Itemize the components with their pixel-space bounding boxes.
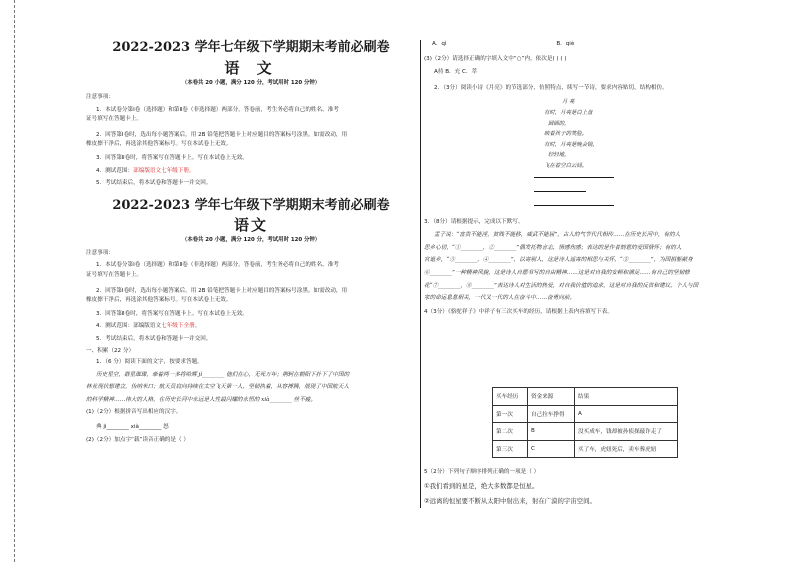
notice-item: 5．考试结束后，将本试卷和答题卡一并交回。 bbox=[96, 180, 212, 187]
scope-value: 七年级下全册 bbox=[161, 323, 195, 330]
exam-title-1: 2022-2023 学年七年级下学期期末考前必刷卷 bbox=[112, 40, 390, 55]
question-1-1: (1)（2分）根据拼音写出相应的汉字。 bbox=[86, 409, 182, 416]
table-cell: 第二次 bbox=[493, 423, 528, 441]
subject-title-2: 语文 bbox=[233, 215, 268, 234]
notice-heading-2: 注意事项： bbox=[86, 249, 114, 256]
question-1-2: (2)（2分）加点字“载”读音正确的是（ ） bbox=[86, 436, 189, 443]
scope-end: 。 bbox=[194, 323, 201, 330]
table-cell: C bbox=[528, 440, 575, 458]
question-1: 1．（6 分）阅读下面的文字，按要求答题。 bbox=[96, 359, 203, 366]
question-5-sentence: ②远离的恒星要不断从太阳中射出来，射在广漠的宇宙空间。 bbox=[424, 497, 596, 505]
notice-item bbox=[86, 167, 416, 177]
notice-heading-1: 注意事项： bbox=[86, 94, 114, 100]
notice-item-cont: 橡皮擦干净后，再选涂其他答案标号。写在本试卷上无效。 bbox=[86, 297, 232, 304]
table-row bbox=[493, 440, 678, 458]
poem-block bbox=[544, 97, 774, 213]
question-5: 5（2分）下列句子顺序排列正确的一项是（ ） bbox=[424, 469, 540, 475]
table-row bbox=[493, 388, 678, 406]
question-3-text: 孟子说：“富贵不能淫，贫贱不能移，威武不能屈”，古人的气节代代相传……在历史长河中，有的人 bbox=[434, 232, 681, 239]
notice-item: 1．本试卷分第Ⅰ卷（选择题）和第Ⅱ卷（非选择题）两部分。答卷前，考生务必将自己的姓名、准考 bbox=[96, 106, 339, 113]
question-1-passage: 林业现状想建立，伪纳米口；航天员肩向持续在太空飞天第一人，坚韧执着，从容搏腾，展现了中国航天人 bbox=[86, 384, 349, 391]
notice-item: 5．考试结束后，将本试卷和答题卡一并交回。 bbox=[96, 335, 212, 342]
question-1-passage: 历史星空，群星璀璨，牵着两一多将哈辉 jì________ 他们在心，无死万年；荆轲在朝阳下扑下了中国的 bbox=[96, 371, 350, 378]
table-row bbox=[493, 405, 678, 423]
question-3: 3．（8分）请根据提示，完成以下默写。 bbox=[424, 218, 524, 225]
poem-line: 有时，月亮是晚会镜， bbox=[544, 141, 598, 148]
subject-title-1: 语 文 bbox=[224, 59, 278, 77]
poem-line: 轻轻地， bbox=[548, 152, 570, 159]
scope-value: 部编版语文七年级下册。 bbox=[133, 167, 195, 174]
answer-line bbox=[544, 186, 774, 200]
poem-line: 映着孩子的笑脸。 bbox=[544, 131, 588, 138]
poem-line: 圆圆的， bbox=[548, 120, 570, 127]
table-cell: A bbox=[575, 405, 678, 423]
scope-label: 4．测试范围： bbox=[96, 167, 134, 174]
question-1-passage: 的科学精神……伟大的人格，在历史长河中永远是人性最闪耀的永恒的 xià________ 丝不疲。 bbox=[86, 396, 316, 403]
answer-line bbox=[544, 172, 774, 186]
table-cell: 第一次 bbox=[493, 405, 528, 423]
notice-item-cont: 橡皮擦干净后，再选涂其他答案标号。写在本试卷上无效。 bbox=[86, 141, 232, 148]
question-3-text: ⑥________”一种精神风貌，这是诗人自愿书写的自由精神……这是对自我的安顿和满足……有自己的坚韧修 bbox=[424, 269, 690, 276]
left-column bbox=[86, 40, 416, 445]
poem-title: 月 亮 bbox=[562, 99, 575, 106]
table-cell: 自己拉车挣得 bbox=[528, 405, 575, 423]
notice-item: 2．回答第Ⅰ卷时，选出每小题答案后，用 2B 铅笔把答题卡上对应题目的答案标号涂黑。如需改动，用 bbox=[96, 131, 348, 138]
table-cell: B bbox=[528, 423, 575, 441]
column-divider bbox=[420, 40, 421, 508]
question-3-text: 思乡心切，“①________，②________”偶发托物言志，情感伤感；表达的是作者刻意的爱国情怀；有的人 bbox=[424, 244, 682, 251]
question-3-text: 花“⑦________，⑧________”表达诗人对生活的热爱，对自我价值的追求，这是对自我的反省和建议。个人与国 bbox=[424, 282, 699, 289]
scope-label: 4．测试范围：部编版语文 bbox=[96, 323, 162, 330]
exam-info-1: （本卷共 20 小题，满分 120 分，考试用时 120 分钟） bbox=[181, 80, 321, 86]
notice-item-cont: 证号填写在答题卡上。 bbox=[86, 271, 142, 278]
question-2: 2．（3分）阅读小诗《月亮》的节选部分，仿照特点，续写一节诗，要求内容贴切，结构相仿。 bbox=[434, 84, 668, 91]
option-a: A．qì bbox=[432, 41, 447, 47]
table-cell: 没买成车，钱却被孙侦探敲诈走了 bbox=[575, 423, 678, 441]
exam-title-2: 2022-2023 学年七年级下学期期末考前必刷卷 bbox=[112, 197, 390, 213]
table-header: 资金来源 bbox=[528, 388, 575, 406]
notice-item-cont: 证号填写在答题卡上。 bbox=[86, 116, 142, 123]
notice-item: 3．回答第Ⅱ卷时，将答案写在答题卡上。写在本试卷上无效。 bbox=[96, 154, 248, 161]
exam-info-2: （本卷共 20 小题，满分 120 分，考试用时 120 分钟） bbox=[181, 236, 321, 243]
answer-table bbox=[492, 387, 678, 458]
question-3-text: 官逝乡，“③________，④________”，以寄别人，这是诗人遥寄的相思与关怀，“⑤________”，为国捐躯献身 bbox=[424, 257, 693, 264]
options-row bbox=[424, 40, 774, 50]
table-header: 买车经历 bbox=[493, 388, 528, 406]
question-1-1-answer: 典 jì________ xià________ 怒 bbox=[96, 424, 169, 431]
option-b: B．qiè bbox=[556, 41, 575, 47]
answer-line bbox=[544, 200, 774, 214]
notice-item: 1．本试卷分第Ⅰ卷（选择题）和第Ⅱ卷（非选择题）两部分。答卷前，考生务必将自己的姓名、准考 bbox=[96, 262, 339, 269]
fold-line-left bbox=[14, 0, 15, 562]
table-row bbox=[493, 423, 678, 441]
question-5-sentence: ①我们看到的星是，绝大多数都是恒星。 bbox=[424, 482, 539, 490]
question-1-3-options: A持 B．充 C．萃 bbox=[434, 69, 478, 76]
poem-line: 有时，月亮是白上盘 bbox=[544, 109, 593, 116]
poem-line: 飞在着空白云间。 bbox=[544, 162, 588, 169]
notice-item bbox=[86, 322, 416, 332]
table-cell: 第三次 bbox=[493, 440, 528, 458]
right-column bbox=[424, 40, 774, 317]
question-4: 4（3分）《骆驼祥子》中祥子有三次买车的经历，请根据上表内容填写下表。 bbox=[424, 308, 613, 315]
question-1-3: (3)（2分）请选择正确的字填入文中“○”内，依次是( ) ( ) bbox=[424, 55, 567, 62]
table-cell: 买了车，虎妞死后，卖车葬虎妞 bbox=[575, 440, 678, 458]
table-header: 结果 bbox=[575, 388, 678, 406]
section-heading: 一、积累（22 分） bbox=[86, 347, 135, 354]
notice-item: 2．回答第Ⅰ卷时，选出每小题答案后，用 2B 铅笔把答题卡上对应题目的答案标号涂黑。如需改动，用 bbox=[96, 287, 348, 294]
question-3-text: 家的命运息息相关，一代又一代的人在奋斗中……奋勇向前。 bbox=[424, 295, 576, 302]
notice-item: 3．回答第Ⅱ卷时，将答案写在答题卡上。写在本试卷上无效。 bbox=[96, 310, 248, 317]
